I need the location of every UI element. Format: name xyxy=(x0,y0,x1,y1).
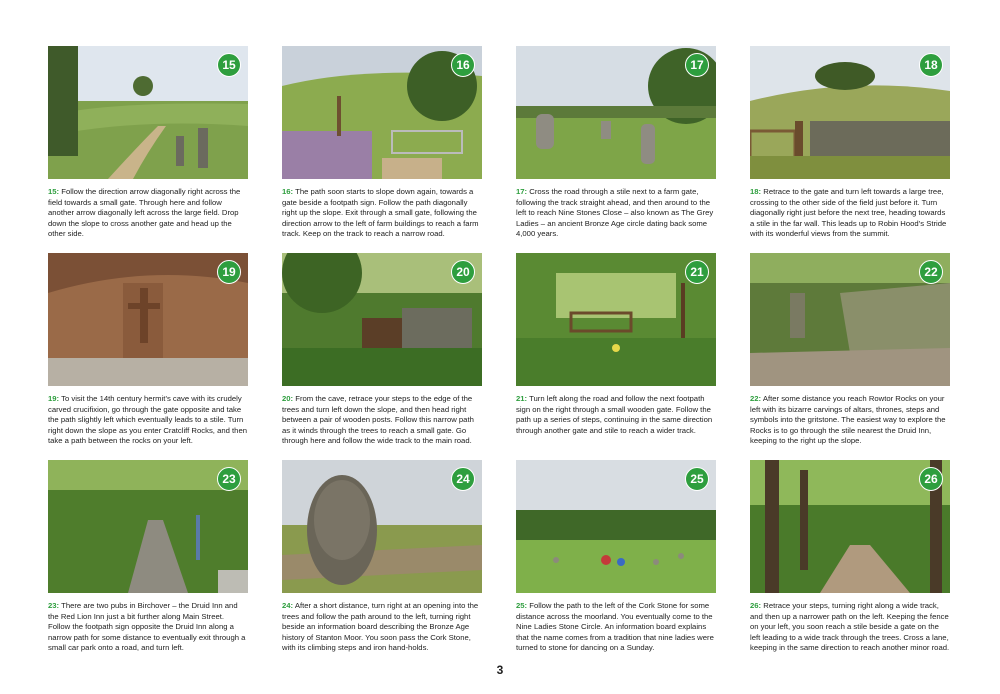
step-photo-20 xyxy=(282,253,482,386)
page-number: 3 xyxy=(496,663,504,677)
step-text: Retrace to the gate and turn left towards a large tree, crossing to the other side of the field just before it. Turn diagonally right just before the next tree, heading towards a stile in the far wall. This leads up to Robin Hood’s Stride with its wonderful views from the summit. xyxy=(750,187,947,238)
step-photo-26 xyxy=(750,460,950,593)
step-number-badge: 20 xyxy=(451,260,475,284)
step-number-badge: 15 xyxy=(217,53,241,77)
step-card-24 xyxy=(282,460,482,667)
step-number-badge: 25 xyxy=(685,467,709,491)
step-caption xyxy=(48,394,248,460)
step-label: 18: xyxy=(750,187,762,196)
step-photo-18 xyxy=(750,46,950,179)
step-card-19 xyxy=(48,253,248,460)
step-text: From the cave, retrace your steps to the edge of the trees and turn left down the slope, and then head right between a pair of wooden posts. Follow this narrow path as it winds through the trees to reach a small gate. Go through here and follow the wide track to the main road. xyxy=(282,394,474,445)
step-caption xyxy=(516,187,716,253)
step-card-25 xyxy=(516,460,716,667)
step-photo-16 xyxy=(282,46,482,179)
step-text: Retrace your steps, turning right along a wide track, and then up a narrower path on the left. Keeping the fence on your left, you soon reach a stile beside a gate on the left leading to a wide track through the trees. Cross a lane, keeping in the same direction to reach another minor road. xyxy=(750,601,950,652)
step-label: 16: xyxy=(282,187,294,196)
step-caption xyxy=(750,187,950,253)
step-caption xyxy=(750,394,950,460)
step-card-18 xyxy=(750,46,950,253)
step-label: 17: xyxy=(516,187,528,196)
step-caption xyxy=(282,601,482,667)
step-card-16 xyxy=(282,46,482,253)
step-number-badge: 26 xyxy=(919,467,943,491)
step-caption xyxy=(516,394,716,460)
step-number-badge: 23 xyxy=(217,467,241,491)
step-card-20 xyxy=(282,253,482,460)
step-number-badge: 21 xyxy=(685,260,709,284)
step-text: There are two pubs in Birchover – the Druid Inn and the Red Lion Inn just a bit further along Main Street. Follow the footpath sign opposite the Druid Inn along a narrow path for some distance to eventually exit through a small car park onto a road, and turn left. xyxy=(48,601,246,652)
step-photo-25 xyxy=(516,460,716,593)
step-label: 25: xyxy=(516,601,528,610)
step-caption xyxy=(48,601,248,667)
step-card-22 xyxy=(750,253,950,460)
step-label: 20: xyxy=(282,394,294,403)
step-photo-24 xyxy=(282,460,482,593)
step-text: After some distance you reach Rowtor Rocks on your left with its bizarre carvings of altars, thrones, steps and symbols into the gritstone. The easiest way to explore the Rocks is to go through the stile nearest the Druid Inn, keeping to the right up the slope. xyxy=(750,394,946,445)
step-text: Follow the direction arrow diagonally right across the field towards a small gate. Through here and follow another arrow diagonally left across the large field. Drop down the slope to cross another gate and head up the other side. xyxy=(48,187,241,238)
step-text: To visit the 14th century hermit’s cave with its crudely carved crucifixion, go through the gate opposite and take the path slightly left which eventually leads to a stile. Turn right down the slope as you enter Cratcliff Rocks, and then take a path between the rocks on your left. xyxy=(48,394,247,445)
step-label: 19: xyxy=(48,394,60,403)
step-photo-23 xyxy=(48,460,248,593)
step-label: 21: xyxy=(516,394,528,403)
step-label: 24: xyxy=(282,601,294,610)
step-photo-19 xyxy=(48,253,248,386)
step-number-badge: 17 xyxy=(685,53,709,77)
step-number-badge: 19 xyxy=(217,260,241,284)
step-number-badge: 16 xyxy=(451,53,475,77)
step-text: Turn left along the road and follow the next footpath sign on the right through a small wooden gate. Follow the path up a series of steps, continuing in the same direction through another gate and stile to reach a wider track. xyxy=(516,394,713,435)
step-text: After a short distance, turn right at an opening into the trees and follow the path around to the left, turning right beside an information board describing the Bronze Age history of Stanton Moor. You soon pass the Cork Stone, with its climbing steps and iron hand-holds. xyxy=(282,601,479,652)
step-number-badge: 24 xyxy=(451,467,475,491)
step-photo-15 xyxy=(48,46,248,179)
step-number-badge: 22 xyxy=(919,260,943,284)
step-card-15 xyxy=(48,46,248,253)
step-card-23 xyxy=(48,460,248,667)
step-text: The path soon starts to slope down again, towards a gate beside a footpath sign. Follow the path diagonally right up the slope. Exit through a small gate, following the direction arrow to the left of farm buildings to reach a farm track. Keep on the track to reach a narrow road. xyxy=(282,187,479,238)
step-label: 15: xyxy=(48,187,60,196)
step-label: 23: xyxy=(48,601,60,610)
step-number-badge: 18 xyxy=(919,53,943,77)
step-caption xyxy=(48,187,248,253)
step-photo-22 xyxy=(750,253,950,386)
step-caption xyxy=(750,601,950,667)
step-label: 22: xyxy=(750,394,762,403)
step-caption xyxy=(282,187,482,253)
step-card-21 xyxy=(516,253,716,460)
step-caption xyxy=(282,394,482,460)
step-card-26 xyxy=(750,460,950,667)
step-label: 26: xyxy=(750,601,762,610)
step-card-17 xyxy=(516,46,716,253)
walk-steps-grid xyxy=(48,46,950,667)
step-photo-17 xyxy=(516,46,716,179)
step-text: Follow the path to the left of the Cork Stone for some distance across the moorland. You eventually come to the Nine Ladies Stone Circle. An information board explains that the name comes from a tradition that nine ladies were turned to stone for dancing on a Sunday. xyxy=(516,601,714,652)
step-text: Cross the road through a stile next to a farm gate, following the track straight ahead, and then around to the left to reach Nine Stones Close – also known as The Grey Ladies – an ancient Bronze Age circle dating back some 4,000 years. xyxy=(516,187,714,238)
step-photo-21 xyxy=(516,253,716,386)
step-caption xyxy=(516,601,716,667)
